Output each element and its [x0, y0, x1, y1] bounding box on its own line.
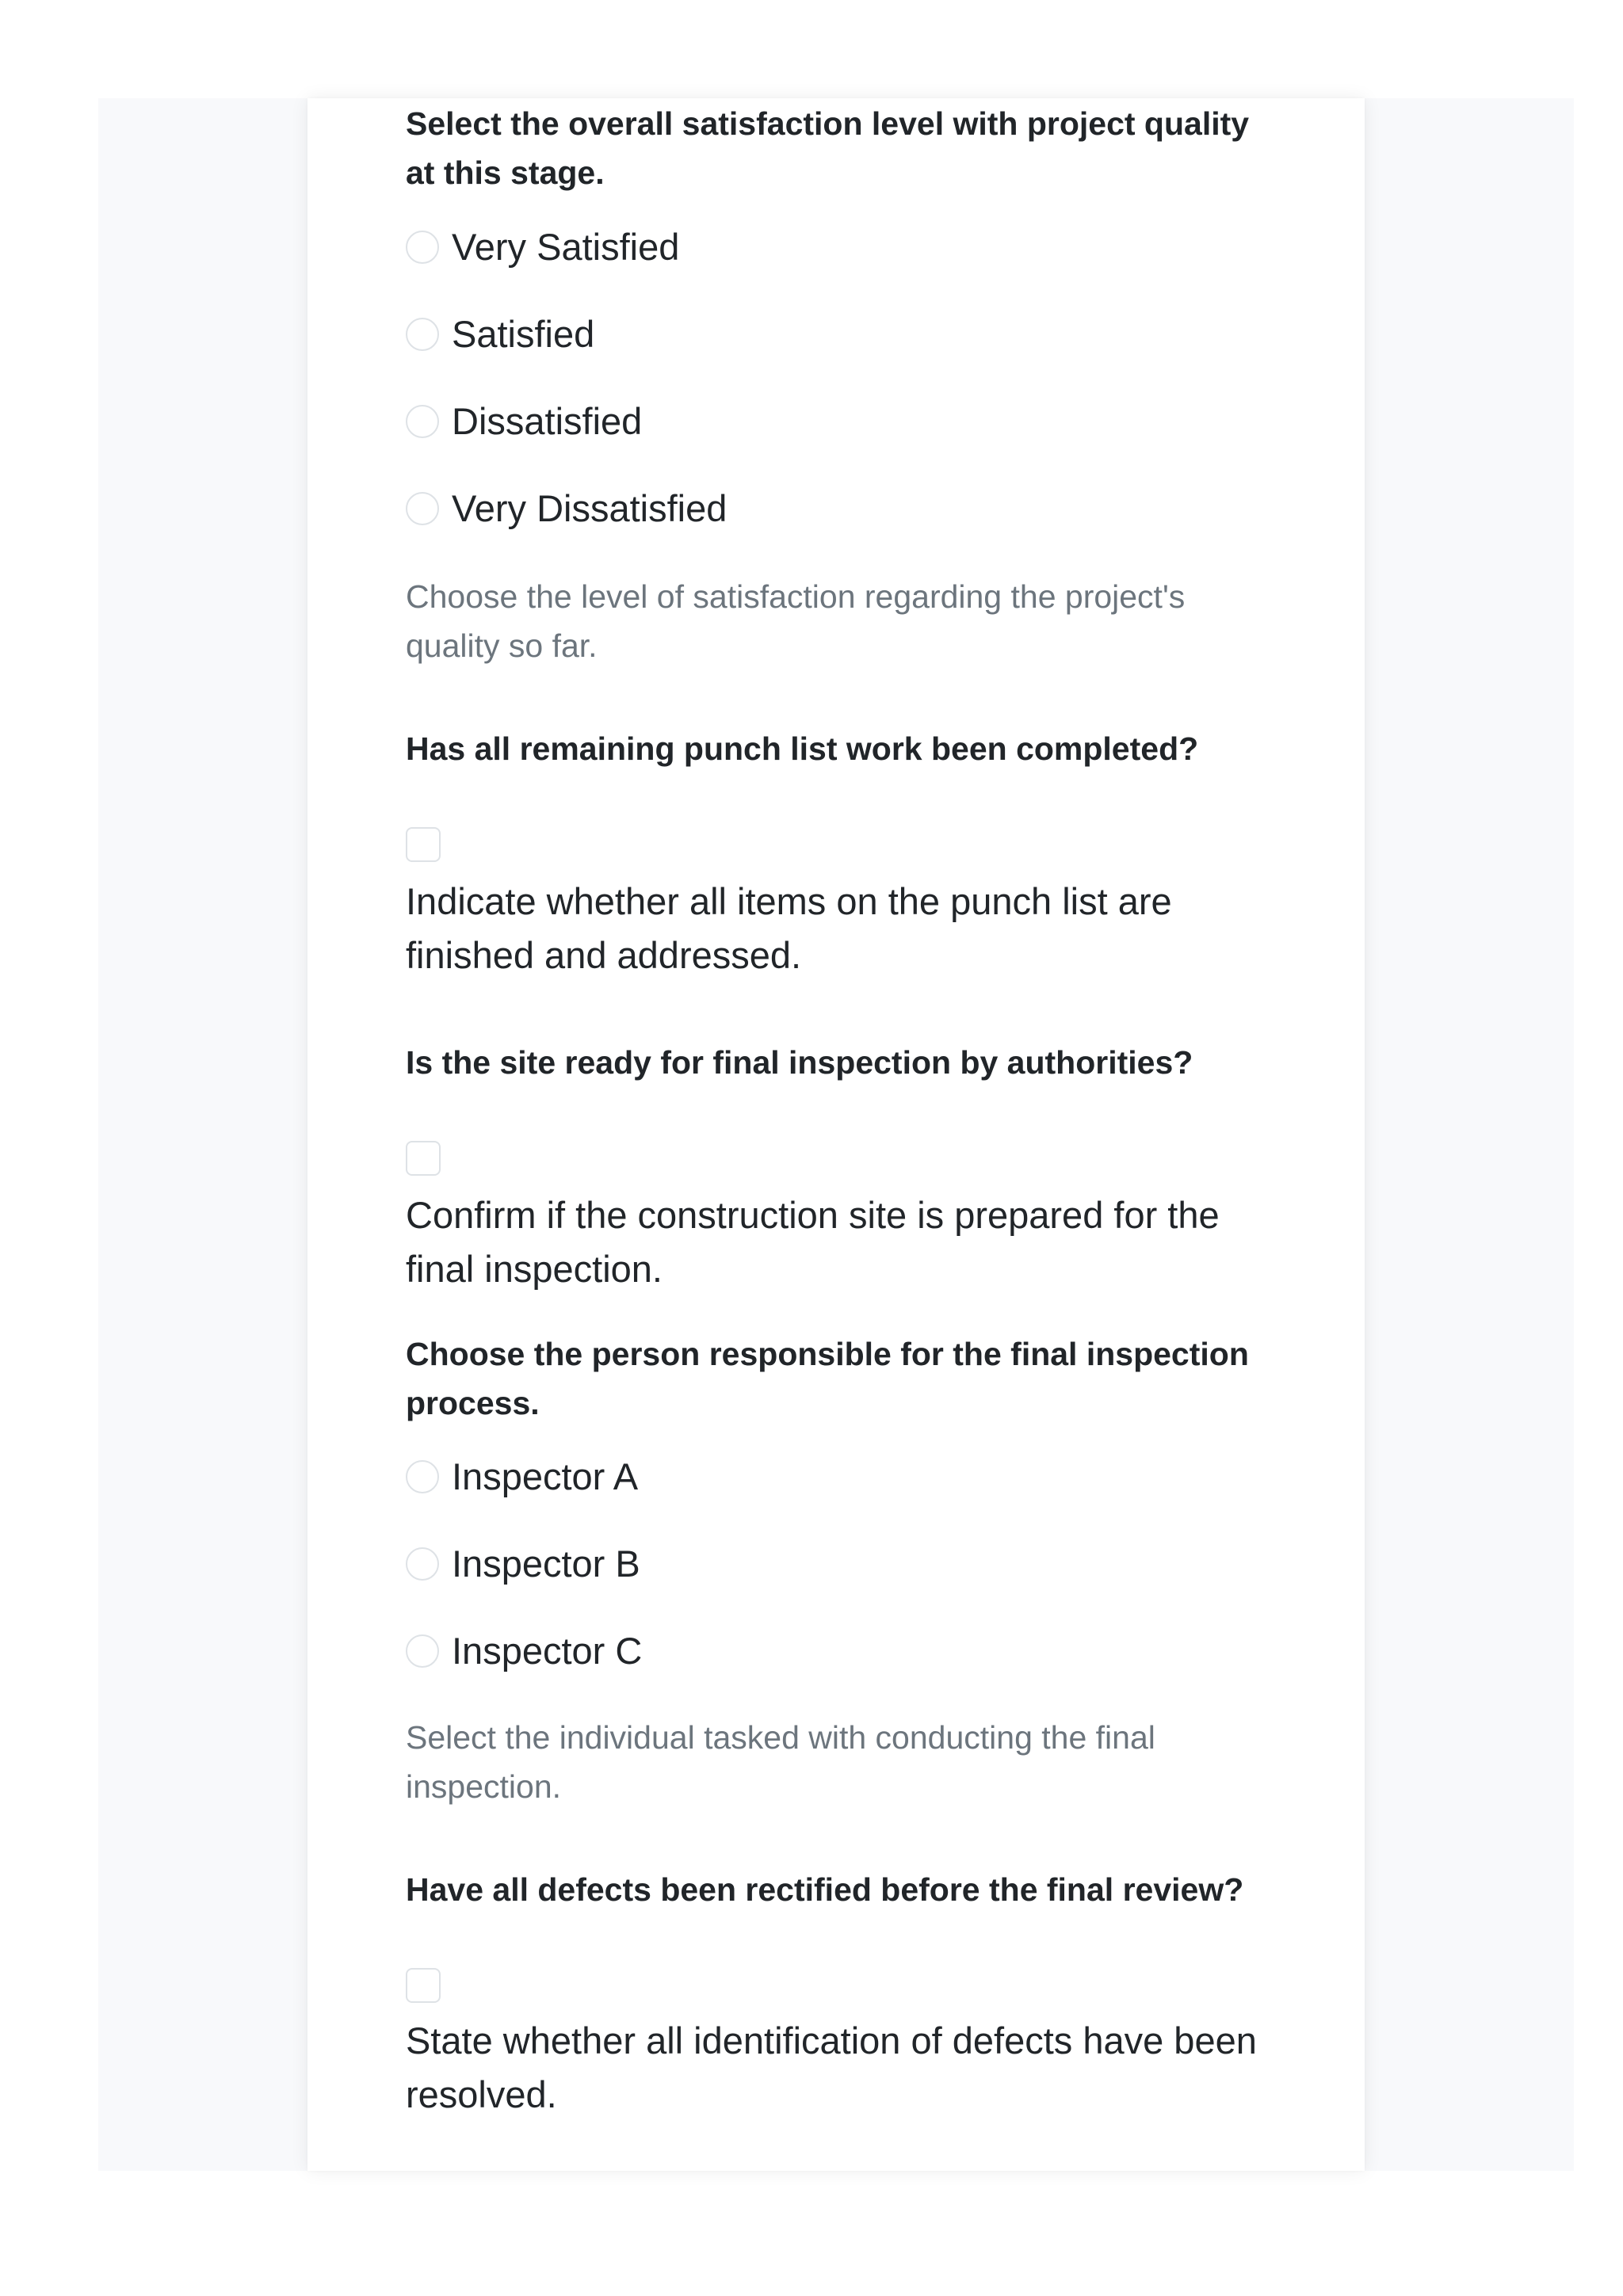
radio-option-inspector-b[interactable] [406, 1545, 640, 1583]
radio-label: Inspector C [452, 1630, 643, 1672]
radio-option-very-satisfied[interactable] [406, 228, 679, 266]
radio-circle[interactable] [406, 1547, 439, 1581]
punch-list-description: Indicate whether all items on the punch list are finished and addressed. [406, 880, 1172, 976]
satisfaction-help-text: Choose the level of satisfaction regarding the project's quality so far. [406, 578, 1186, 664]
radio-circle[interactable] [406, 405, 439, 438]
defects-question-title: Have all defects been rectified before the final review? [406, 1871, 1244, 1908]
site-ready-checkbox[interactable] [406, 1141, 441, 1176]
inspector-question-title: Choose the person responsible for the final inspection process. [406, 1336, 1249, 1421]
radio-circle[interactable] [406, 492, 439, 525]
radio-label: Very Satisfied [452, 226, 680, 268]
site-ready-question-title: Is the site ready for final inspection by authorities? [406, 1044, 1193, 1081]
defects-description: State whether all identification of defects have been resolved. [406, 2019, 1257, 2115]
radio-circle[interactable] [406, 1634, 439, 1668]
radio-option-inspector-a[interactable] [406, 1455, 639, 1497]
radio-circle[interactable] [406, 231, 439, 264]
radio-option-satisfied[interactable] [406, 315, 594, 353]
radio-option-dissatisfied[interactable] [406, 402, 642, 441]
radio-label: Dissatisfied [452, 400, 643, 442]
radio-circle[interactable] [406, 318, 439, 351]
radio-label: Inspector B [452, 1543, 640, 1585]
radio-option-inspector-c[interactable] [406, 1632, 642, 1670]
site-ready-description: Confirm if the construction site is prepared for the final inspection. [406, 1194, 1220, 1290]
radio-label: Satisfied [452, 313, 595, 355]
punch-list-question-title: Has all remaining punch list work been completed? [406, 730, 1199, 767]
radio-label: Very Dissatisfied [452, 487, 727, 529]
punch-list-checkbox[interactable] [406, 827, 441, 862]
defects-checkbox[interactable] [406, 1968, 441, 2003]
radio-label: Inspector A [452, 1455, 639, 1497]
radio-option-very-dissatisfied[interactable] [406, 487, 727, 529]
inspector-help-text: Select the individual tasked with conducting the final inspection. [406, 1719, 1155, 1805]
form-card [307, 98, 1365, 2171]
satisfaction-question-title: Select the overall satisfaction level with project quality at this stage. [406, 105, 1250, 191]
radio-circle[interactable] [406, 1460, 439, 1493]
